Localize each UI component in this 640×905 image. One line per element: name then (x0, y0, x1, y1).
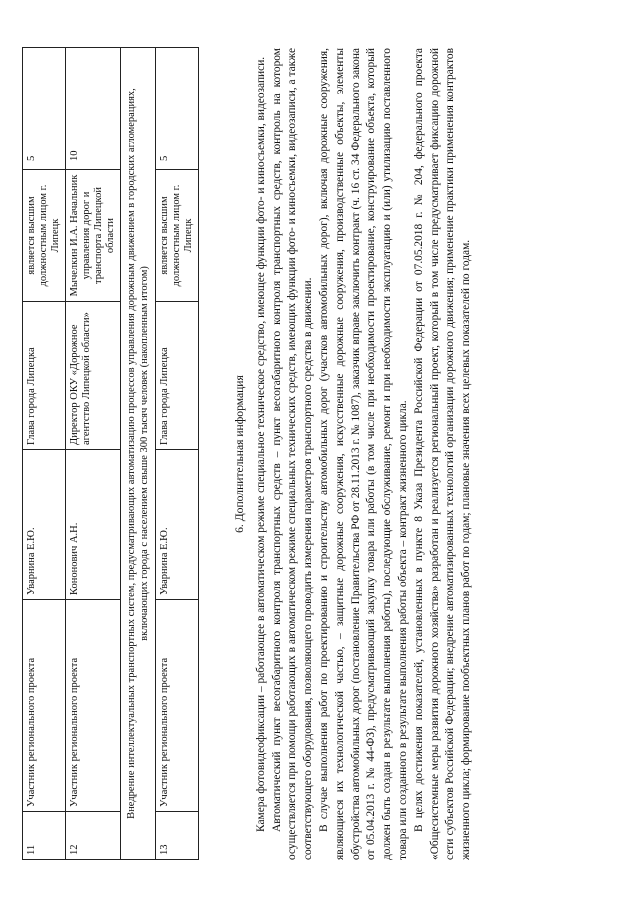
table-row-span (121, 48, 156, 860)
involvement-value: 5 (156, 48, 199, 170)
participant-position: Глава города Липецка (156, 302, 199, 450)
row-number: 12 (66, 812, 121, 860)
participant-name: Уварнина Е.Ю. (156, 450, 199, 600)
participant-role: Участник регионального проекта (156, 600, 199, 812)
involvement-value: 10 (66, 48, 121, 170)
row-number: 13 (156, 812, 199, 860)
responsible-person: является высшим должностным лицом г. Липецк (156, 170, 199, 302)
participant-role: Участник регионального проекта (66, 600, 121, 812)
involvement-value: 5 (23, 48, 66, 170)
responsible-person: Мычелкин И.А. Начальник управления дорог и транспорта Липецкой области (66, 170, 121, 302)
paragraph: В случае выполнения работ по проектированию и строительству автомобильных дорог (участков автомобильных дорог), включая дорожные сооружения, являющиеся их технологической частью, – защитные дорожные сооружения, искусственные дорожные сооружения, производственные объекты, элементы обустройства автомобильных дорог (постановление Правительства РФ от 28.11.2013 г. № 1087), заказчик вправе заключить контракт (ч. 16 ст. 34 Федерального закона от 05.04.2013 г. № 44-ФЗ), предусматривающий закупку товара или работы (в том числе при необходимости проектирование, конструирование объекта, который должен быть создан в результате выполнения работы), последующие обслуживание, ремонт и при необходимости эксплуатацию и (или) утилизацию поставленного товара или созданного в результате выполнения работы объекта – контракт жизненного цикла. (317, 48, 409, 860)
table-row (66, 48, 121, 860)
paragraph: Камера фотовидеофиксации – работающее в автоматическом режиме специальное техническое средство, имеющее функции фото- и киносъемки, видеозаписи. (254, 56, 267, 832)
section-title: 6. Дополнительная информация (233, 375, 246, 533)
responsible-person: является высшим должностным лицом г. Липецк (23, 170, 66, 302)
participant-position: Директор ОКУ «Дорожное агентство Липецкой области» (66, 302, 121, 450)
additional-information-section (232, 48, 475, 860)
table-row (156, 48, 199, 860)
participant-role: Участник регионального проекта (23, 600, 66, 812)
table-row (23, 48, 66, 860)
section-heading-row: Внедрение интеллектуальных транспортных систем, предусматривающих автоматизацию процессов управления дорожным движением в городских агломерациях, включающих города с населением свыше 300 тысяч человек (накопленным итогом) (121, 48, 156, 860)
participant-name: Уварнина Е.Ю. (23, 450, 66, 600)
participants-table (22, 47, 199, 860)
participant-position: Глава города Липецка (23, 302, 66, 450)
participant-name: Кононович А.Н. (66, 450, 121, 600)
paragraph: В целях достижения показателей, установленных в пункте 8 Указа Президента Российской Федерации от 07.05.2018 г. № 204, федерального проекта «Общесистемные меры развития дорожного хозяйства» разработан и реализуется региональный проект, который в том числе предусматривает фиксацию дорожной сети субъектов Российской Федерации; внедрение автоматизированных технологий организации дорожного движения; применение практики применения контрактов жизненного цикла; формирование пообъектных планов работ по годам; плановые значения всех целевых показателей по годам. (412, 48, 473, 860)
paragraph: Автоматический пункт весогабаритного контроля транспортных средств – пункт весогабаритного контроля транспортных средств, контроль на котором осуществляется при помощи работающих в автоматическом режиме специальных технических средств, имеющих функции фото- и киносъемки, видеозаписи, а также соответствующего оборудования, позволяющего проводить измерения параметров транспортного средства в движении. (270, 48, 315, 860)
row-number: 11 (23, 812, 66, 860)
